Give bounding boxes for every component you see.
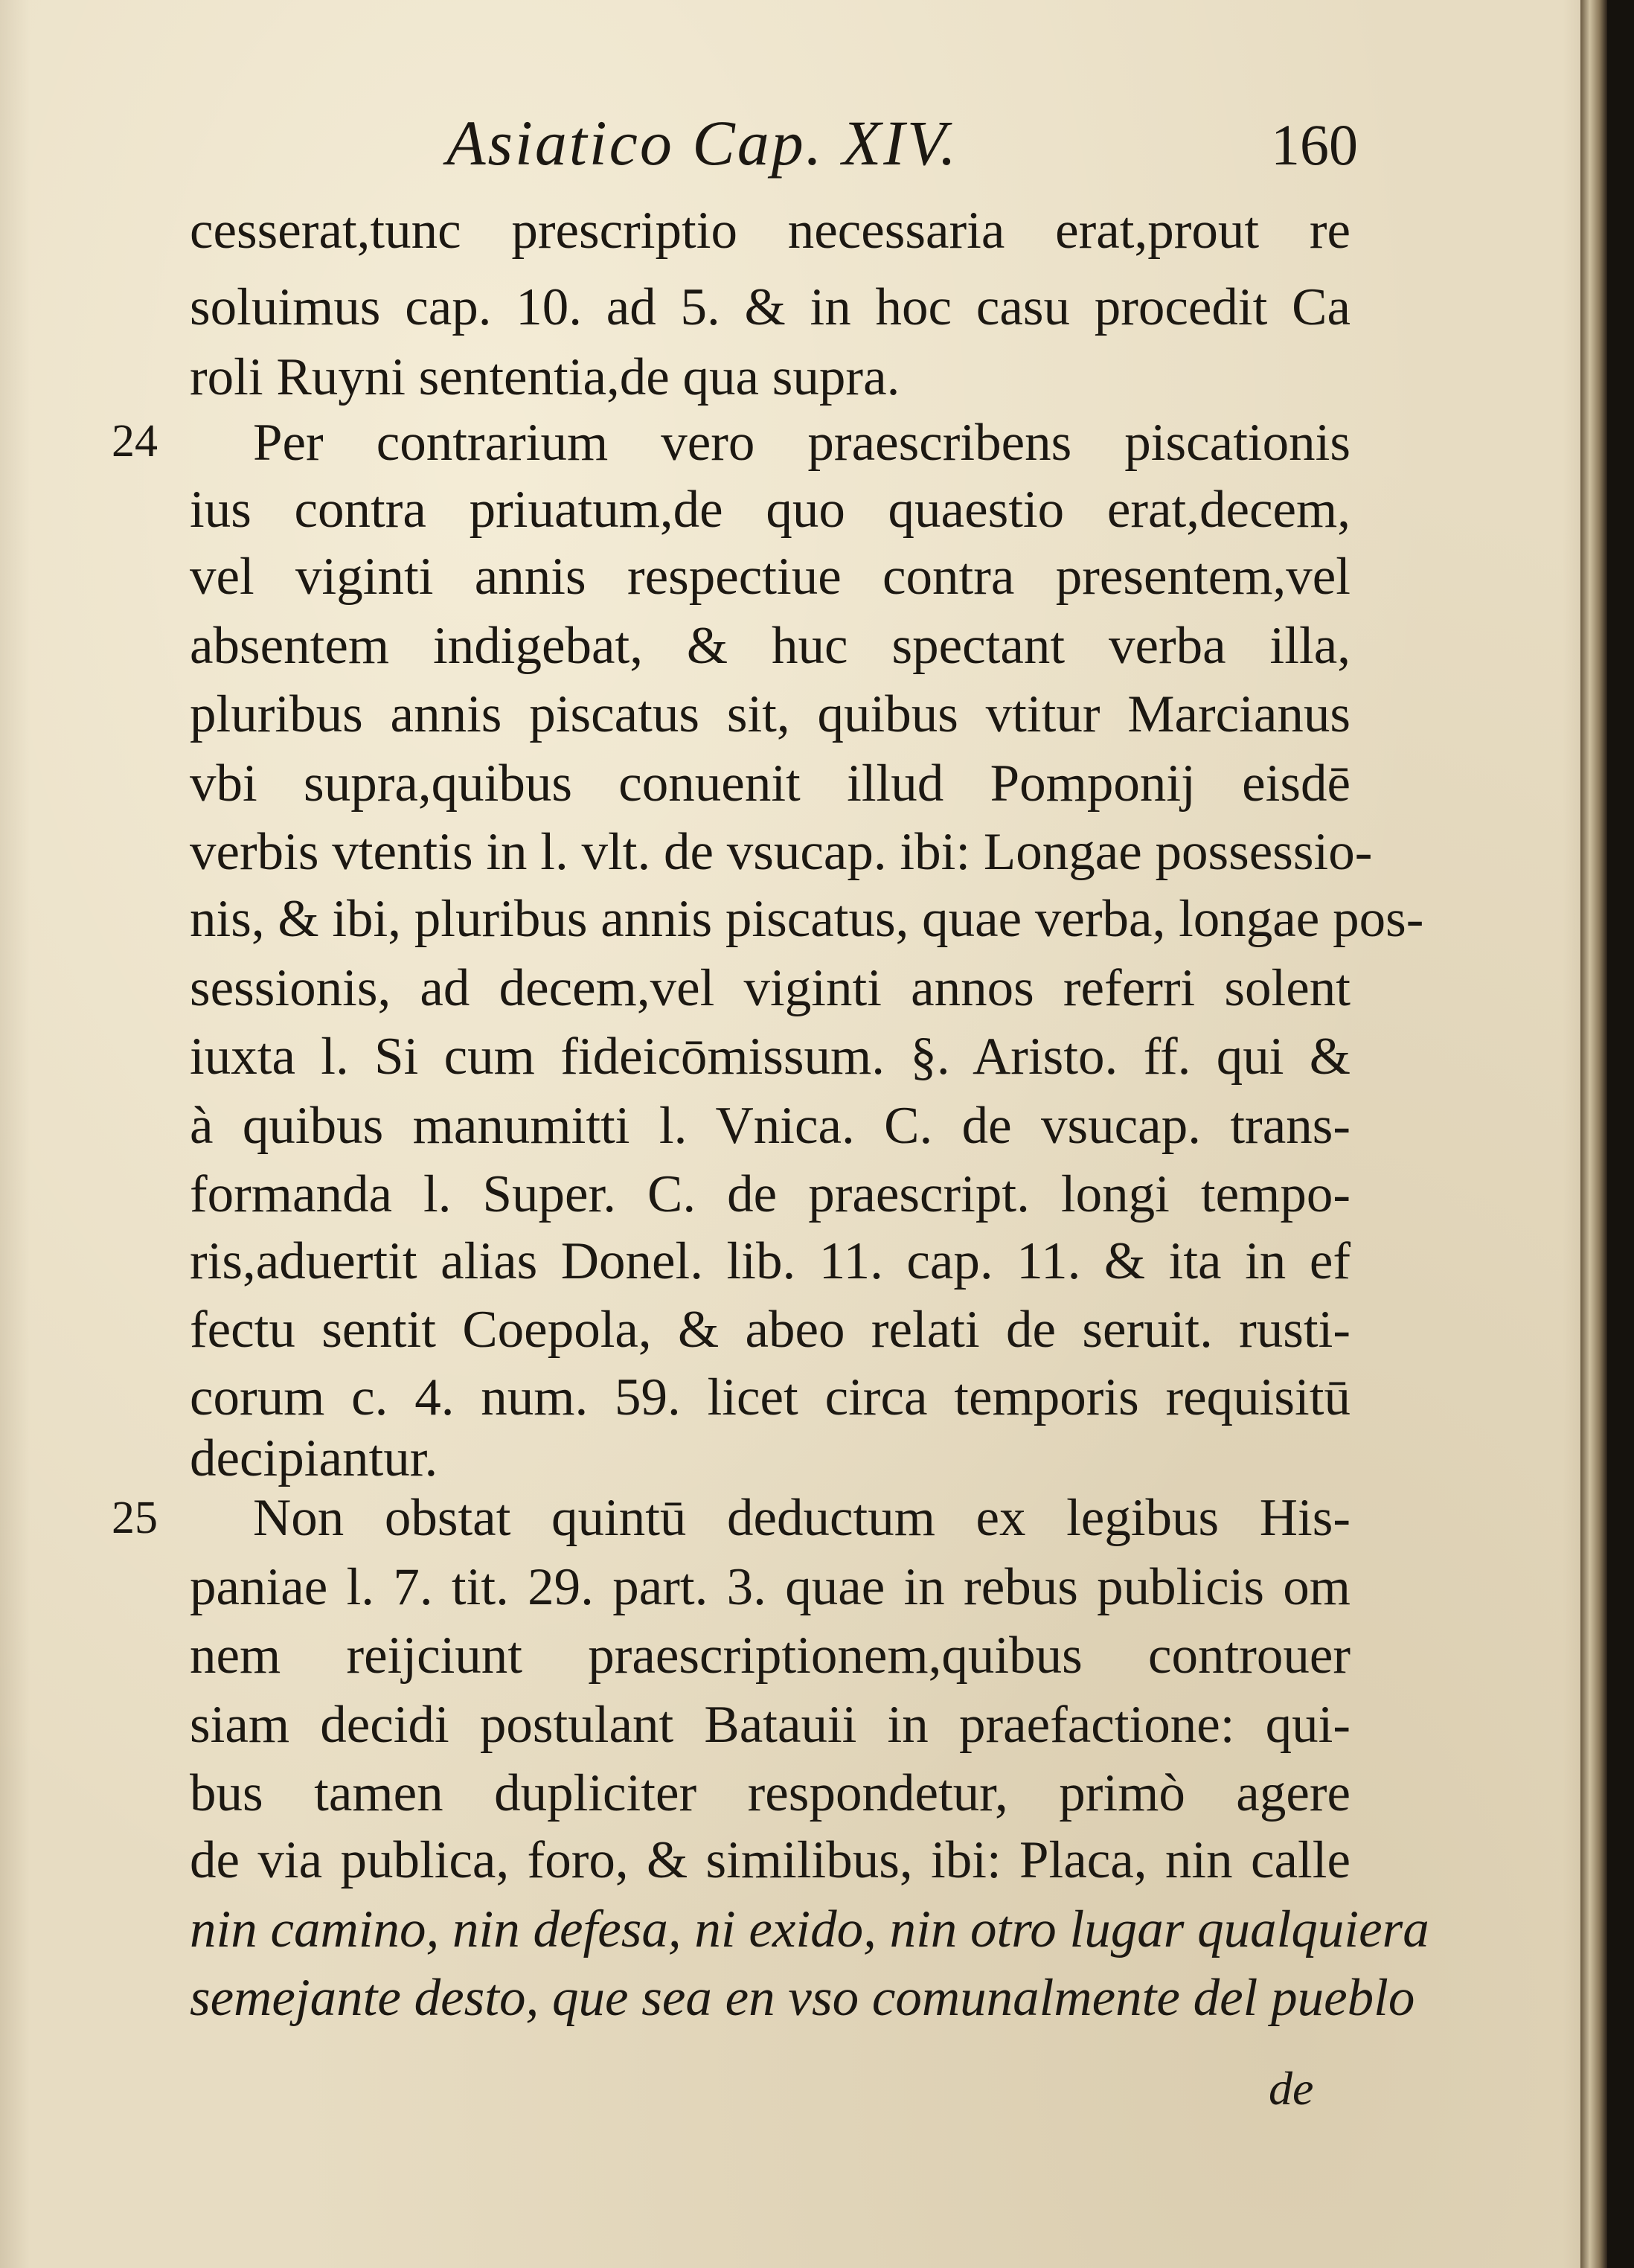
text-line: cesserat,tunc prescriptio necessaria erat,prout re <box>190 202 1351 260</box>
text-line: vbi supra,quibus conuenit illud Pomponij eisdē <box>190 755 1351 813</box>
text-line-italic: semejante desto, que sea en vso comunalmente del pueblo <box>190 1969 1415 2027</box>
text-line: iuxta l. Si cum fideicōmissum. §. Aristo. ff. qui & <box>190 1028 1351 1086</box>
text-line: de via publica, foro, & similibus, ibi: Placa, nin calle <box>190 1831 1351 1889</box>
text-line: bus tamen dupliciter respondetur, primò agere <box>190 1764 1351 1822</box>
page-number: 160 <box>1271 112 1358 177</box>
text-line: absentem indigebat, & huc spectant verba illa, <box>190 617 1351 675</box>
text-line: fectu sentit Coepola, & abeo relati de seruit. rusti- <box>190 1301 1351 1359</box>
text-line: Non obstat quintū deductum ex legibus His- <box>253 1489 1351 1547</box>
text-line: soluimus cap. 10. ad 5. & in hoc casu procedit Ca <box>190 278 1351 336</box>
text-line: verbis vtentis in l. vlt. de vsucap. ibi: Longae possessio- <box>190 823 1373 881</box>
text-line: ris,aduertit alias Donel. lib. 11. cap. 11. & ita in ef <box>190 1232 1351 1290</box>
paragraph-number-25: 25 <box>112 1493 158 1543</box>
text-line: roli Ruyni sententia,de qua supra. <box>190 348 900 406</box>
text-line: decipiantur. <box>190 1429 438 1487</box>
text-line: corum c. 4. num. 59. licet circa temporis requisitū <box>190 1368 1351 1426</box>
text-line: siam decidi postulant Batauii in praefactione: qui- <box>190 1696 1351 1754</box>
catchword: de <box>1269 2062 1314 2115</box>
page-edge <box>1580 0 1607 2268</box>
paragraph-number-24: 24 <box>112 416 158 467</box>
text-line: nis, & ibi, pluribus annis piscatus, quae verba, longae pos- <box>190 890 1424 948</box>
text-line: pluribus annis piscatus sit, quibus vtitur Marcianus <box>190 685 1351 743</box>
running-head: Asiatico Cap. XIV. <box>446 107 958 179</box>
text-line: formanda l. Super. C. de praescript. longi tempo- <box>190 1165 1351 1223</box>
text-line: paniae l. 7. tit. 29. part. 3. quae in rebus publicis om <box>190 1558 1351 1616</box>
text-line: vel viginti annis respectiue contra presentem,vel <box>190 548 1351 606</box>
text-line: sessionis, ad decem,vel viginti annos referri solent <box>190 959 1351 1017</box>
text-line: Per contrarium vero praescribens piscationis <box>253 414 1351 472</box>
text-line: nem reijciunt praescriptionem,quibus controuer <box>190 1627 1351 1685</box>
text-line: à quibus manumitti l. Vnica. C. de vsucap. trans- <box>190 1097 1351 1155</box>
text-line-italic: nin camino, nin defesa, ni exido, nin otro lugar qualquiera <box>190 1900 1429 1958</box>
text-line: ius contra priuatum,de quo quaestio erat,decem, <box>190 481 1351 539</box>
